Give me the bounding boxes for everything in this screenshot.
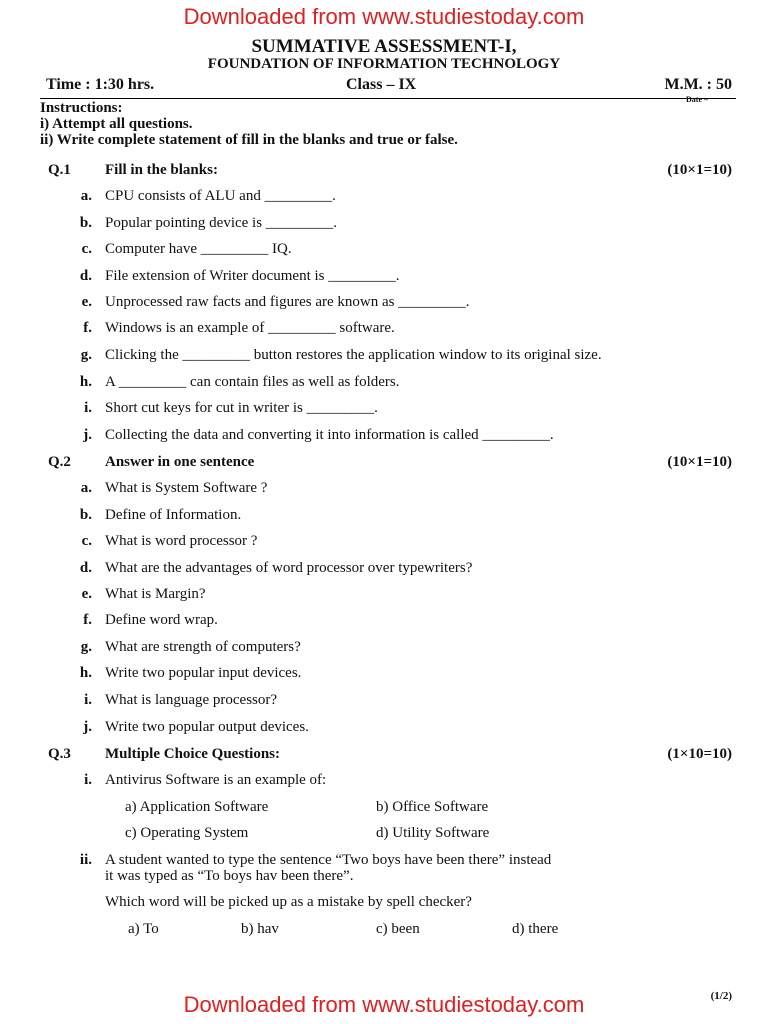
item-text: Clicking the _________ button restores the application window to its original size. [105, 347, 602, 363]
item-label: a. [80, 188, 92, 204]
item-label: d. [79, 268, 92, 284]
q2-number: Q.2 [48, 454, 71, 470]
item-label: a. [80, 480, 92, 496]
item-label: d. [79, 560, 92, 576]
instruction-item: i) Attempt all questions. [40, 116, 193, 132]
item-label: g. [80, 639, 92, 655]
q3-marks: (1×10=10) [667, 746, 732, 762]
mcq-option: c) Operating System [125, 825, 249, 841]
q3-title: Multiple Choice Questions: [105, 746, 280, 762]
item-text: Antivirus Software is an example of: [105, 772, 327, 788]
exam-time: Time : 1:30 hrs. [46, 76, 155, 93]
item-text: Define word wrap. [105, 612, 218, 628]
item-text: Windows is an example of _________ software. [105, 320, 395, 336]
q1-marks: (10×1=10) [667, 162, 732, 178]
date-label: Date – [686, 95, 708, 104]
item-label: e. [81, 294, 92, 310]
q2-title: Answer in one sentence [105, 454, 255, 470]
item-text: File extension of Writer document is _________. [105, 268, 400, 284]
item-text: Write two popular input devices. [105, 665, 302, 681]
item-text: Short cut keys for cut in writer is _________. [105, 400, 378, 416]
item-text-continued: it was typed as “To boys hav been there”. [105, 868, 354, 884]
item-text: Computer have _________ IQ. [105, 241, 292, 257]
item-label: b. [79, 215, 92, 231]
item-text: What are strength of computers? [105, 639, 301, 655]
item-label: ii. [79, 852, 92, 868]
item-text: Popular pointing device is _________. [105, 215, 338, 231]
item-label: c. [81, 533, 92, 549]
instructions [40, 100, 458, 148]
item-text: What is Margin? [105, 586, 206, 602]
exam-meta-row [40, 76, 736, 99]
exam-subject: FOUNDATION OF INFORMATION TECHNOLOGY [207, 56, 561, 72]
mcq-question: Which word will be picked up as a mistake by spell checker? [105, 894, 472, 910]
item-text: Define of Information. [105, 507, 242, 523]
mcq-option: d) Utility Software [376, 825, 490, 841]
item-text: A _________ can contain files as well as folders. [105, 374, 400, 390]
q2-marks: (10×1=10) [667, 454, 732, 470]
page-number: (1/2) [710, 990, 732, 1002]
exam-class: Class – IX [346, 76, 417, 93]
item-text: What is language processor? [105, 692, 278, 708]
mcq-option: b) hav [241, 921, 279, 937]
exam-title: SUMMATIVE ASSESSMENT-I, [251, 36, 517, 57]
item-label: i. [84, 772, 92, 788]
item-text: Collecting the data and converting it into information is called _________. [105, 427, 554, 443]
item-label: b. [79, 507, 92, 523]
watermark-bottom[interactable]: Downloaded from www.studiestoday.com [183, 992, 585, 1017]
item-label: i. [84, 400, 92, 416]
watermark-top[interactable]: Downloaded from www.studiestoday.com [183, 4, 585, 29]
item-text: What is word processor ? [105, 533, 258, 549]
mcq-option: b) Office Software [376, 799, 489, 815]
item-label: c. [81, 241, 92, 257]
max-marks: M.M. : 50 [664, 76, 732, 93]
q1-title: Fill in the blanks: [105, 162, 218, 178]
item-label: j. [83, 719, 92, 735]
item-label: h. [79, 374, 92, 390]
q1-number: Q.1 [48, 162, 71, 178]
item-label: h. [79, 665, 92, 681]
item-text: Write two popular output devices. [105, 719, 309, 735]
item-label: e. [81, 586, 92, 602]
item-label: g. [80, 347, 92, 363]
q3-number: Q.3 [48, 746, 71, 762]
item-label: i. [84, 692, 92, 708]
instruction-item: ii) Write complete statement of fill in the blanks and true or false. [40, 132, 458, 148]
item-text: CPU consists of ALU and _________. [105, 188, 336, 204]
mcq-option: c) been [376, 921, 420, 937]
item-label: j. [83, 427, 92, 443]
mcq-option: a) Application Software [125, 799, 269, 815]
instructions-heading: Instructions: [40, 100, 123, 116]
item-text: A student wanted to type the sentence “Two boys have been there” instead [105, 852, 552, 868]
item-text: Unprocessed raw facts and figures are known as _________. [105, 294, 470, 310]
item-text: What are the advantages of word processor over typewriters? [105, 560, 473, 576]
mcq-option: d) there [512, 921, 559, 937]
item-label: f. [83, 320, 92, 336]
mcq-option: a) To [128, 921, 159, 937]
item-label: f. [83, 612, 92, 628]
item-text: What is System Software ? [105, 480, 268, 496]
